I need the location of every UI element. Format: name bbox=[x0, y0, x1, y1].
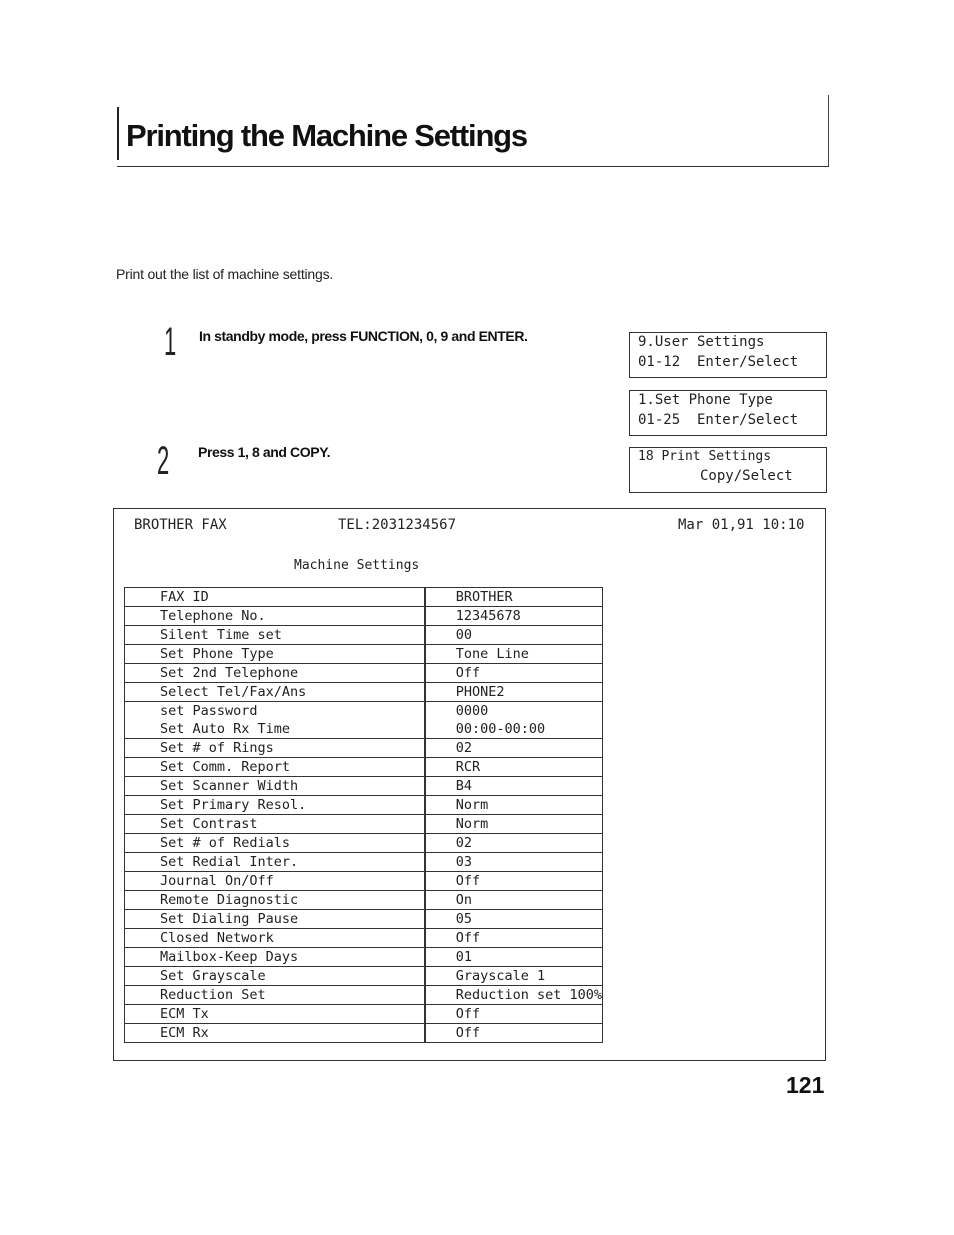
setting-value: Reduction set 100% bbox=[425, 986, 603, 1005]
setting-name: Reduction Set bbox=[125, 986, 425, 1005]
setting-name: Set # of Rings bbox=[125, 739, 425, 758]
setting-name: Set Grayscale bbox=[125, 967, 425, 986]
lcd-line-2: Copy/Select bbox=[700, 468, 793, 484]
table-row bbox=[125, 872, 603, 891]
setting-value: 00 bbox=[425, 626, 603, 645]
lcd-line-1: 1.Set Phone Type bbox=[638, 392, 773, 408]
setting-value: Off bbox=[425, 872, 603, 891]
table-row bbox=[125, 1024, 603, 1043]
setting-value: On bbox=[425, 891, 603, 910]
setting-name: Set Scanner Width bbox=[125, 777, 425, 796]
lcd-line-2: 01-12 Enter/Select bbox=[638, 354, 799, 370]
setting-value: Off bbox=[425, 664, 603, 683]
setting-value: Off bbox=[425, 1024, 603, 1043]
table-row bbox=[125, 853, 603, 872]
step-2-number: 2 bbox=[157, 439, 170, 483]
lcd-display-user-settings bbox=[629, 332, 827, 378]
step-1-number: 1 bbox=[164, 320, 177, 364]
table-row bbox=[125, 891, 603, 910]
setting-value: Norm bbox=[425, 815, 603, 834]
title-rule-bottom bbox=[117, 166, 829, 167]
table-row bbox=[125, 702, 603, 739]
setting-value: 02 bbox=[425, 739, 603, 758]
table-row bbox=[125, 815, 603, 834]
title-rule-right bbox=[828, 95, 829, 167]
report-header-tel: TEL:2031234567 bbox=[338, 517, 457, 533]
setting-value: Norm bbox=[425, 796, 603, 815]
report-header-date: Mar 01,91 10:10 bbox=[678, 517, 805, 533]
table-row bbox=[125, 588, 603, 607]
setting-name: Mailbox-Keep Days bbox=[125, 948, 425, 967]
setting-name: Set 2nd Telephone bbox=[125, 664, 425, 683]
setting-name: Set Redial Inter. bbox=[125, 853, 425, 872]
title-rule-left bbox=[117, 107, 119, 160]
setting-value: 05 bbox=[425, 910, 603, 929]
report-header-name: BROTHER FAX bbox=[134, 517, 227, 533]
page-title: Printing the Machine Settings bbox=[126, 118, 527, 153]
lcd-line-2: 01-25 Enter/Select bbox=[638, 412, 799, 428]
setting-value: 01 bbox=[425, 948, 603, 967]
setting-value: BROTHER bbox=[425, 588, 603, 607]
lcd-display-print-settings bbox=[629, 447, 827, 493]
setting-name: Set # of Redials bbox=[125, 834, 425, 853]
step-2-text: Press 1, 8 and COPY. bbox=[198, 444, 331, 460]
table-row bbox=[125, 664, 603, 683]
setting-name: Set Contrast bbox=[125, 815, 425, 834]
setting-value: B4 bbox=[425, 777, 603, 796]
setting-name: Closed Network bbox=[125, 929, 425, 948]
table-row bbox=[125, 834, 603, 853]
table-row bbox=[125, 683, 603, 702]
setting-value: RCR bbox=[425, 758, 603, 777]
setting-name: ECM Rx bbox=[125, 1024, 425, 1043]
setting-value: 0000 00:00-00:00 bbox=[425, 702, 603, 739]
table-row bbox=[125, 739, 603, 758]
lcd-display-set-phone-type bbox=[629, 390, 827, 436]
setting-name: Set Primary Resol. bbox=[125, 796, 425, 815]
table-row bbox=[125, 910, 603, 929]
setting-value: 03 bbox=[425, 853, 603, 872]
lcd-line-1: 18 Print Settings bbox=[638, 449, 772, 464]
setting-name: Silent Time set bbox=[125, 626, 425, 645]
setting-name: Set Dialing Pause bbox=[125, 910, 425, 929]
table-row bbox=[125, 607, 603, 626]
setting-value: Off bbox=[425, 1005, 603, 1024]
table-row bbox=[125, 1005, 603, 1024]
setting-value: 02 bbox=[425, 834, 603, 853]
table-row bbox=[125, 986, 603, 1005]
setting-name: ECM Tx bbox=[125, 1005, 425, 1024]
table-row bbox=[125, 929, 603, 948]
table-row bbox=[125, 967, 603, 986]
setting-name: Journal On/Off bbox=[125, 872, 425, 891]
settings-table bbox=[124, 587, 603, 1043]
page-number: 121 bbox=[786, 1072, 825, 1098]
report-subtitle: Machine Settings bbox=[294, 558, 420, 573]
setting-value: Off bbox=[425, 929, 603, 948]
table-row bbox=[125, 645, 603, 664]
setting-name: FAX ID bbox=[125, 588, 425, 607]
table-row bbox=[125, 758, 603, 777]
table-row bbox=[125, 626, 603, 645]
table-row bbox=[125, 777, 603, 796]
settings-report bbox=[113, 508, 826, 1061]
table-row bbox=[125, 796, 603, 815]
setting-name: Set Comm. Report bbox=[125, 758, 425, 777]
intro-text: Print out the list of machine settings. bbox=[116, 266, 334, 282]
table-row bbox=[125, 948, 603, 967]
setting-value: Tone Line bbox=[425, 645, 603, 664]
step-1-text: In standby mode, press FUNCTION, 0, 9 and ENTER. bbox=[199, 328, 528, 344]
setting-name: Select Tel/Fax/Ans bbox=[125, 683, 425, 702]
setting-name: Remote Diagnostic bbox=[125, 891, 425, 910]
setting-name: Telephone No. bbox=[125, 607, 425, 626]
setting-value: PHONE2 bbox=[425, 683, 603, 702]
setting-value: 12345678 bbox=[425, 607, 603, 626]
setting-name: set Password Set Auto Rx Time bbox=[125, 702, 425, 739]
setting-value: Grayscale 1 bbox=[425, 967, 603, 986]
setting-name: Set Phone Type bbox=[125, 645, 425, 664]
lcd-line-1: 9.User Settings bbox=[638, 334, 765, 350]
